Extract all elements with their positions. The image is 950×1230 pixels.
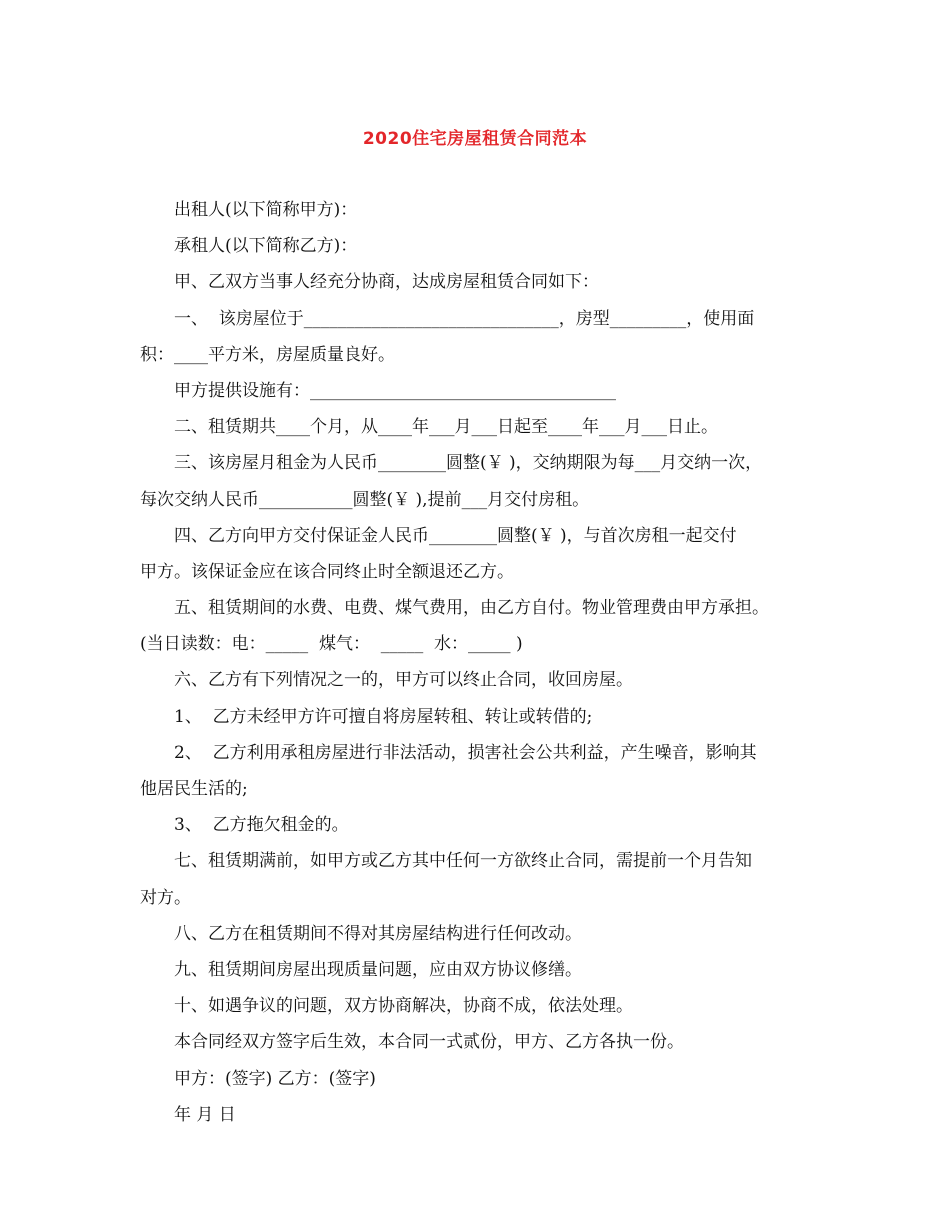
facilities-line: 甲方提供设施有：____________________________________: [174, 380, 616, 401]
document-body: [140, 192, 812, 1133]
clause-3-line-1: 三、该房屋月租金为人民币________圆整(￥ )，交纳期限为每___月交纳一次，: [174, 453, 763, 474]
lessee-line: 承租人(以下简称乙方)：: [174, 236, 358, 257]
lessor-line: 出租人(以下简称甲方)：: [174, 200, 358, 220]
clause-1-line-1: 一、 该房屋位于______________________________，房型_________，使用面: [174, 308, 755, 329]
document-title: 2020住宅房屋租赁合同范本: [362, 129, 588, 149]
clause-2: 二、租赁期共____个月，从____年___月___日起至____年___月___日止。: [174, 417, 718, 438]
signature-line: 甲方：(签字) 乙方：(签字): [174, 1068, 376, 1089]
clause-4-line-2: 甲方。该保证金应在该合同终止时全额退还乙方。: [140, 561, 514, 582]
effective-clause: 本合同经双方签字后生效，本合同一式贰份，甲方、乙方各执一份。: [174, 1032, 684, 1053]
clause-1-line-2: 积：____平方米，房屋质量良好。: [140, 344, 395, 365]
date-line: 年 月 日: [174, 1104, 236, 1125]
clause-8: 八、乙方在租赁期间不得对其房屋结构进行任何改动。: [174, 923, 582, 944]
clause-6-item-3: 3、 乙方拖欠租金的。: [174, 815, 349, 836]
clause-6-item-2-line-2: 他居民生活的;: [140, 779, 248, 799]
clause-7-line-2: 对方。: [140, 887, 191, 908]
clause-6-item-2-line-1: 2、 乙方利用承租房屋进行非法活动，损害社会公共利益，产生噪音，影响其: [174, 742, 757, 763]
agreement-intro: 甲、乙双方当事人经充分协商，达成房屋租赁合同如下：: [174, 272, 599, 293]
clause-10: 十、如遇争议的问题，双方协商解决，协商不成，依法处理。: [174, 996, 633, 1017]
clause-7-line-1: 七、租赁期满前，如甲方或乙方其中任何一方欲终止合同，需提前一个月告知: [174, 851, 752, 872]
clause-6: 六、乙方有下列情况之一的，甲方可以终止合同，收回房屋。: [174, 670, 633, 691]
clause-4-line-1: 四、乙方向甲方交付保证金人民币________圆整(￥ )，与首次房租一起交付: [174, 525, 737, 546]
clause-5-line-1: 五、租赁期间的水费、电费、煤气费用，由乙方自付。物业管理费由甲方承担。: [174, 598, 769, 619]
clause-9: 九、租赁期间房屋出现质量问题，应由双方协议修缮。: [174, 959, 582, 980]
clause-3-line-2: 每次交纳人民币___________圆整(￥ ),提前___月交付房租。: [140, 489, 590, 510]
clause-5-line-2: (当日读数：电：_____ 煤气： _____ 水：_____ ): [140, 634, 523, 655]
clause-6-item-1: 1、 乙方未经甲方许可擅自将房屋转租、转让或转借的;: [174, 706, 593, 727]
